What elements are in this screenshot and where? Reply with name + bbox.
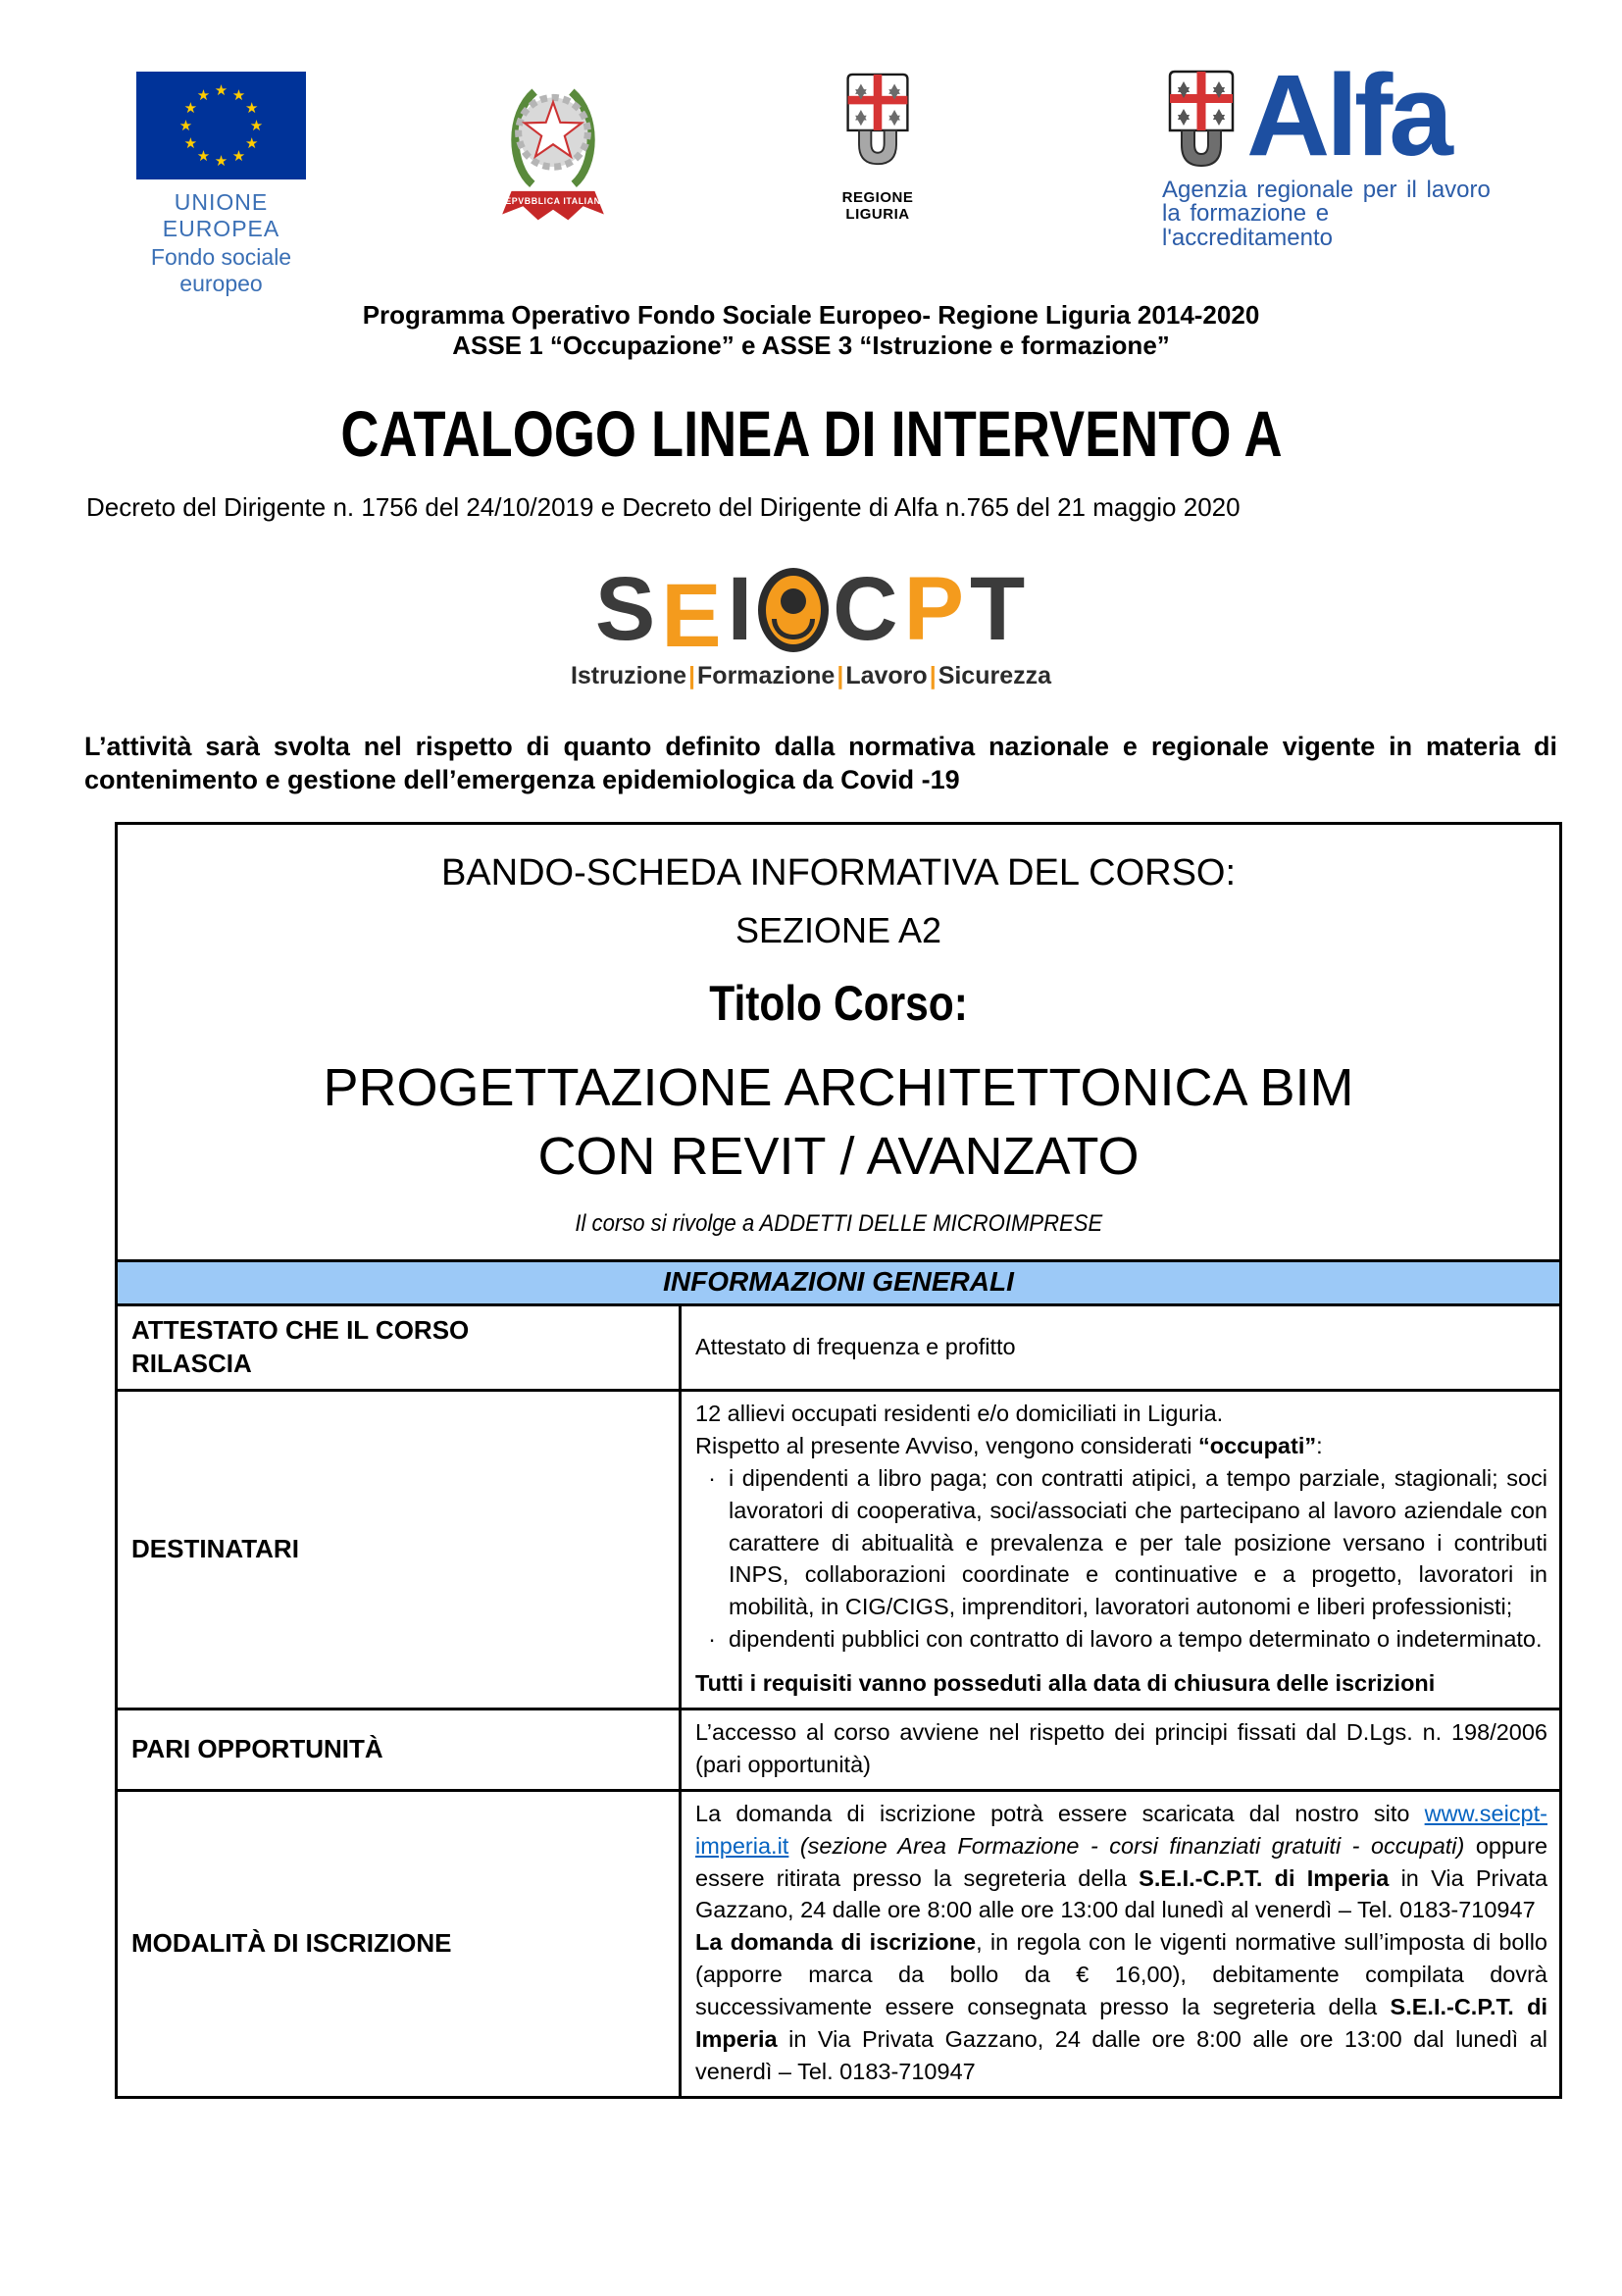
svg-text:★: ★ [244, 134, 259, 152]
row-cell-modalita-iscrizione [682, 1792, 1559, 2096]
paragraph [695, 1798, 1547, 1927]
eu-flag-icon [136, 72, 306, 179]
text-segment: La domanda di iscrizione [695, 1929, 977, 1956]
text-segment: Rispetto al presente Avviso, vengono considerati [695, 1432, 1198, 1458]
text-segment: (sezione [799, 1832, 898, 1859]
decree-line: Decreto del Dirigente n. 1756 del 24/10/2019 e Decreto del Dirigente di Alfa n.765 del 21 maggio 2020 [86, 492, 1241, 522]
header-logos [0, 0, 1622, 296]
eu-logo-block [116, 72, 327, 297]
paragraph [695, 1430, 1547, 1462]
alfa-shield-icon [1162, 69, 1241, 171]
svg-text:★: ★ [178, 117, 193, 134]
alfa-logo-block [1162, 51, 1507, 251]
label-line: DESTINATARI [131, 1534, 299, 1564]
svg-text:★: ★ [183, 99, 198, 117]
course-audience: Il corso si rivolge a ADDETTI DELLE MICROIMPRESE [575, 1210, 1102, 1238]
covid-notice: L’attività sarà svolta nel rispetto di quanto definito dalla normativa nazionale e regionale vigente in materia di contenimento e gestione dell’emergenza epidemiologica da Covid -19 [84, 732, 1557, 795]
row-cell-pari-opportunita [682, 1710, 1559, 1789]
course-infobox [115, 822, 1562, 2099]
eu-caption-line1: UNIONE EUROPEA [162, 189, 280, 241]
bullet-text [729, 1462, 1547, 1623]
page-title: CATALOGO LINEA DI INTERVENTO A [339, 397, 1283, 470]
svg-text:★: ★ [249, 117, 264, 134]
row-cell-destinatari [682, 1392, 1559, 1708]
tagline-word: Formazione [697, 662, 836, 690]
seicpt-letter: S [594, 559, 658, 659]
bullet-item [695, 1462, 1547, 1623]
text-segment: 12 allievi occupati residenti e/o domiciliati in Liguria. [695, 1400, 1224, 1426]
bullet-item [695, 1623, 1547, 1656]
program-line2: ASSE 1 “Occupazione” e ASSE 3 “Istruzione e formazione” [452, 331, 1170, 361]
svg-text:★: ★ [244, 99, 259, 117]
eu-caption-line2: Fondo sociale europeo [150, 244, 292, 296]
seicpt-letter: E [661, 566, 724, 666]
text-segment: S.E.I.-C.P.T. di Imperia [1139, 1864, 1390, 1891]
alfa-tagline-line2: la formazione e l'accreditamento [1162, 200, 1333, 251]
course-title-label: Titolo Corso: [709, 976, 968, 1031]
label-line: RILASCIA [131, 1349, 252, 1379]
text-segment: , in regola con le vigenti normative sull’imposta di bollo (apporre marca da bollo da € 16,00), debitamente compilata dovrà successivamente essere consegnata presso la segreteria della [695, 1929, 1548, 2020]
table-row-modalita-iscrizione [118, 1792, 1559, 2096]
course-title-line2: CON REVIT / AVANZATO [537, 1127, 1140, 1187]
seicpt-letter: P [903, 559, 966, 659]
paragraph [695, 1667, 1547, 1700]
seicpt-letter: T [969, 559, 1028, 659]
svg-text:★: ★ [183, 134, 198, 152]
course-box [118, 825, 1559, 1259]
tagline-word: Lavoro [845, 662, 928, 690]
row-label-pari-opportunita [118, 1710, 682, 1789]
label-line: MODALITÀ DI ISCRIZIONE [131, 1927, 452, 1958]
text-segment: Area Formazione - corsi finanziati gratuiti - occupati) [897, 1832, 1465, 1859]
course-box-section: SEZIONE A2 [735, 910, 942, 950]
liguria-logo-block [824, 72, 932, 223]
text-segment: in Via Privata Gazzano, 24 dalle ore 8:00 alle ore 13:00 dal lunedì al venerdì – Tel. 0183-710947 [695, 1864, 1548, 1923]
italy-emblem-icon [495, 69, 611, 230]
tagline-separator: | [836, 662, 844, 690]
seicpt-circle-icon [758, 568, 829, 652]
paragraph [695, 1331, 1547, 1363]
text-segment: L’accesso al corso avviene nel rispetto dei principi fissati dal D.Lgs. n. 198/2006 (pari opportunità) [695, 1718, 1547, 1777]
row-label-attestato [118, 1306, 682, 1389]
liguria-caption: REGIONE LIGURIA [841, 189, 914, 223]
tagline-separator: | [688, 662, 696, 690]
alfa-wordmark: Alfa [1246, 51, 1449, 180]
text-segment: : [1316, 1432, 1323, 1458]
bullet-marker: · [708, 1626, 716, 1653]
seicpt-letter: I [727, 559, 755, 659]
text-segment: Attestato di frequenza e profitto [695, 1333, 1016, 1359]
text-segment: oppure essere ritirata presso la segreteria della [695, 1832, 1548, 1891]
text-segment: i dipendenti a libro paga; con contratti atipici, a tempo parziale, stagionali; soci lavoratori di cooperativa, soci/associati che partecipano al lavoro aziendale con carattere di abitualità e prevalenza e per tale posizione versano i contributi INPS, collaborazioni coordinate e continuative e a progetto, lavoratori in mobilità, in CIG/CIGS, imprenditori, lavoratori autonomi e liberi professionisti; [729, 1464, 1547, 1620]
course-title [118, 1053, 1559, 1191]
program-heading [0, 300, 1622, 361]
text-segment: La domanda di iscrizione potrà essere scaricata dal nostro sito [695, 1800, 1425, 1826]
course-box-heading: BANDO-SCHEDA INFORMATIVA DEL CORSO: [440, 852, 1237, 893]
liguria-shield-icon [840, 72, 915, 169]
text-segment: S.E.I.-C.P.T. di Imperia [695, 1994, 1547, 2052]
text-segment [788, 1833, 800, 1859]
italy-ribbon-text: REPVBBLICA ITALIANA [498, 195, 608, 206]
text-segment: dipendenti pubblici con contratto di lavoro a tempo determinato o indeterminato. [729, 1626, 1543, 1653]
course-title-line1: PROGETTAZIONE ARCHITETTONICA BIM [323, 1058, 1354, 1117]
row-label-modalita-iscrizione [118, 1792, 682, 2096]
info-table-header: INFORMAZIONI GENERALI [118, 1259, 1559, 1306]
bullet-text [729, 1623, 1547, 1656]
seicpt-website-link[interactable]: www.seicpt-imperia.it [695, 1800, 1547, 1859]
svg-text:★: ★ [214, 81, 228, 99]
paragraph [695, 1716, 1547, 1781]
alfa-tagline-line1: Agenzia regionale per il lavoro [1162, 177, 1491, 203]
italy-emblem-block [495, 69, 613, 235]
paragraph [695, 1398, 1547, 1430]
tagline-word: Istruzione [570, 662, 687, 690]
seicpt-letter: C [833, 559, 900, 659]
svg-text:★: ★ [231, 85, 246, 104]
main-title-wrap [0, 396, 1622, 471]
text-segment: Tutti i requisiti vanno posseduti alla data di chiusura delle iscrizioni [695, 1670, 1436, 1697]
bullet-marker: · [708, 1464, 716, 1491]
paragraph [695, 1926, 1547, 2087]
seicpt-tagline [0, 662, 1622, 690]
svg-text:★: ★ [196, 147, 211, 166]
svg-text:★: ★ [196, 85, 211, 104]
text-segment: “occupati” [1197, 1432, 1317, 1458]
label-line: ATTESTATO CHE IL CORSO [131, 1315, 470, 1346]
tagline-separator: | [929, 662, 937, 690]
table-row-pari-opportunita [118, 1710, 1559, 1792]
text-segment: in Via Privata Gazzano, 24 dalle ore 8:00 alle ore 13:00 dal lunedì al venerdì – Tel. 0183-710947 [695, 2026, 1547, 2084]
svg-text:★: ★ [214, 152, 228, 170]
seicpt-wordmark [0, 559, 1622, 666]
label-line: PARI OPPORTUNITÀ [131, 1733, 383, 1763]
table-row-destinatari [118, 1392, 1559, 1710]
seicpt-logo [0, 559, 1622, 690]
row-cell-attestato [682, 1306, 1559, 1389]
table-row-attestato [118, 1306, 1559, 1392]
program-line1: Programma Operativo Fondo Sociale Europeo- Regione Liguria 2014-2020 [362, 300, 1260, 330]
tagline-word: Sicurezza [938, 662, 1052, 690]
svg-text:★: ★ [231, 147, 246, 166]
row-label-destinatari [118, 1392, 682, 1708]
